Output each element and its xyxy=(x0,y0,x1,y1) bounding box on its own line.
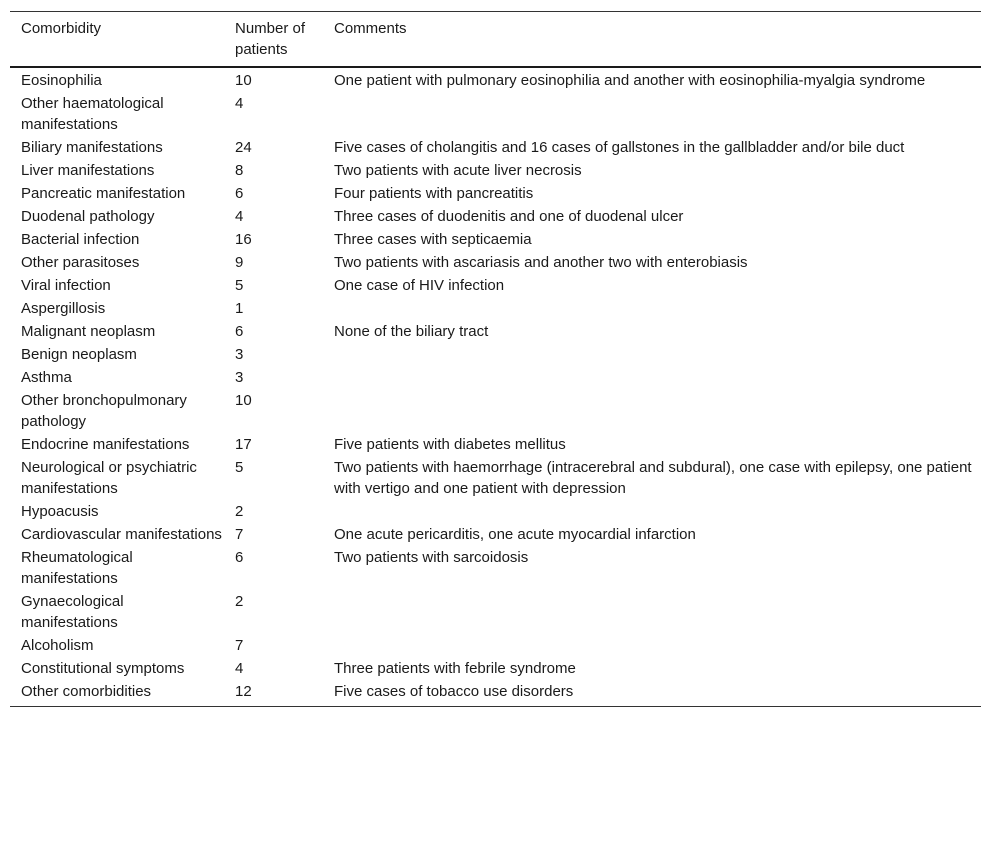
cell-comments: Five patients with diabetes mellitus xyxy=(334,436,566,453)
cell-comorbidity: Other parasitoses xyxy=(21,254,140,271)
table-row xyxy=(10,523,981,546)
cell-comorbidity: Other bronchopulmonary pathology xyxy=(21,392,187,430)
cell-comorbidity: Liver manifestations xyxy=(21,162,155,179)
table-header xyxy=(10,12,981,68)
table-row xyxy=(10,680,981,707)
cell-comorbidity: Malignant neoplasm xyxy=(21,323,156,340)
cell-number-of-patients: 7 xyxy=(235,526,244,543)
comorbidity-table xyxy=(10,11,981,707)
cell-number-of-patients: 6 xyxy=(235,549,244,566)
cell-comments xyxy=(323,590,981,634)
table-row xyxy=(10,274,981,297)
cell-comorbidity: Biliary manifestations xyxy=(21,139,163,156)
table-row xyxy=(10,456,981,500)
table-row xyxy=(10,67,981,92)
cell-number-of-patients: 7 xyxy=(235,637,244,654)
cell-comments: One case of HIV infection xyxy=(334,277,505,294)
cell-comments: One patient with pulmonary eosinophilia and another with eosinophilia-myalgia syndrome xyxy=(334,72,926,89)
cell-comorbidity: Aspergillosis xyxy=(21,300,106,317)
table-row xyxy=(10,634,981,657)
cell-number-of-patients: 3 xyxy=(235,369,244,386)
cell-comments: Four patients with pancreatitis xyxy=(334,185,534,202)
cell-comments xyxy=(323,389,981,433)
cell-comorbidity: Bacterial infection xyxy=(21,231,140,248)
cell-comments xyxy=(323,634,981,657)
cell-number-of-patients: 9 xyxy=(235,254,244,271)
cell-comments: Three patients with febrile syndrome xyxy=(334,660,576,677)
cell-comments xyxy=(323,343,981,366)
cell-comments xyxy=(323,92,981,136)
table-row xyxy=(10,657,981,680)
cell-number-of-patients: 24 xyxy=(235,139,252,156)
cell-comments: Three cases of duodenitis and one of duodenal ulcer xyxy=(334,208,684,225)
table-row xyxy=(10,205,981,228)
cell-comorbidity: Other haematological manifestations xyxy=(21,95,164,133)
header-comorbidity: Comorbidity xyxy=(21,20,102,37)
table-row xyxy=(10,297,981,320)
table-row xyxy=(10,343,981,366)
table-row xyxy=(10,320,981,343)
cell-comorbidity: Other comorbidities xyxy=(21,683,152,700)
cell-number-of-patients: 4 xyxy=(235,660,244,677)
cell-number-of-patients: 1 xyxy=(235,300,244,317)
table-row xyxy=(10,389,981,433)
table-row xyxy=(10,500,981,523)
table-row xyxy=(10,228,981,251)
table-row xyxy=(10,590,981,634)
cell-number-of-patients: 6 xyxy=(235,323,244,340)
cell-comments: One acute pericarditis, one acute myocardial infarction xyxy=(334,526,696,543)
cell-comorbidity: Neurological or psychiatric manifestations xyxy=(21,459,197,497)
cell-comorbidity: Eosinophilia xyxy=(21,72,102,89)
cell-comorbidity: Rheumatological manifestations xyxy=(21,549,133,587)
table-row xyxy=(10,366,981,389)
cell-comorbidity: Constitutional symptoms xyxy=(21,660,185,677)
cell-number-of-patients: 5 xyxy=(235,459,244,476)
table-body xyxy=(10,67,981,707)
cell-comments xyxy=(323,500,981,523)
header-row xyxy=(10,12,981,68)
cell-number-of-patients: 6 xyxy=(235,185,244,202)
cell-number-of-patients: 2 xyxy=(235,503,244,520)
table-row xyxy=(10,182,981,205)
cell-comments: Three cases with septicaemia xyxy=(334,231,532,248)
cell-comorbidity: Endocrine manifestations xyxy=(21,436,190,453)
cell-number-of-patients: 10 xyxy=(235,392,252,409)
cell-comorbidity: Pancreatic manifestation xyxy=(21,185,186,202)
cell-number-of-patients: 8 xyxy=(235,162,244,179)
cell-comments: Five cases of cholangitis and 16 cases of gallstones in the gallbladder and/or bile duct xyxy=(334,139,905,156)
cell-comments: None of the biliary tract xyxy=(334,323,489,340)
cell-comments: Two patients with haemorrhage (intracerebral and subdural), one case with epilepsy, one patient with vertigo and one patient with depression xyxy=(334,459,972,497)
cell-comorbidity: Duodenal pathology xyxy=(21,208,155,225)
header-number-of-patients: Number of patients xyxy=(235,20,306,58)
cell-number-of-patients: 16 xyxy=(235,231,252,248)
cell-number-of-patients: 10 xyxy=(235,72,252,89)
cell-comments: Five cases of tobacco use disorders xyxy=(334,683,574,700)
cell-comorbidity: Hypoacusis xyxy=(21,503,99,520)
cell-comments: Two patients with ascariasis and another two with enterobiasis xyxy=(334,254,748,271)
cell-comorbidity: Cardiovascular manifestations xyxy=(21,526,222,543)
table-row xyxy=(10,159,981,182)
cell-number-of-patients: 2 xyxy=(235,593,244,610)
cell-comments xyxy=(323,366,981,389)
comorbidity-table-container xyxy=(10,11,981,707)
header-comments: Comments xyxy=(334,20,407,37)
cell-number-of-patients: 3 xyxy=(235,346,244,363)
cell-number-of-patients: 12 xyxy=(235,683,252,700)
cell-comorbidity: Alcoholism xyxy=(21,637,94,654)
table-row xyxy=(10,92,981,136)
table-row xyxy=(10,546,981,590)
cell-comments xyxy=(323,297,981,320)
cell-comorbidity: Benign neoplasm xyxy=(21,346,137,363)
cell-comments: Two patients with sarcoidosis xyxy=(334,549,529,566)
cell-number-of-patients: 4 xyxy=(235,208,244,225)
cell-comments: Two patients with acute liver necrosis xyxy=(334,162,582,179)
cell-number-of-patients: 17 xyxy=(235,436,252,453)
table-row xyxy=(10,433,981,456)
cell-comorbidity: Gynaecological manifestations xyxy=(21,593,124,631)
cell-comorbidity: Asthma xyxy=(21,369,72,386)
cell-comorbidity: Viral infection xyxy=(21,277,111,294)
table-row xyxy=(10,251,981,274)
table-row xyxy=(10,136,981,159)
cell-number-of-patients: 4 xyxy=(235,95,244,112)
cell-number-of-patients: 5 xyxy=(235,277,244,294)
